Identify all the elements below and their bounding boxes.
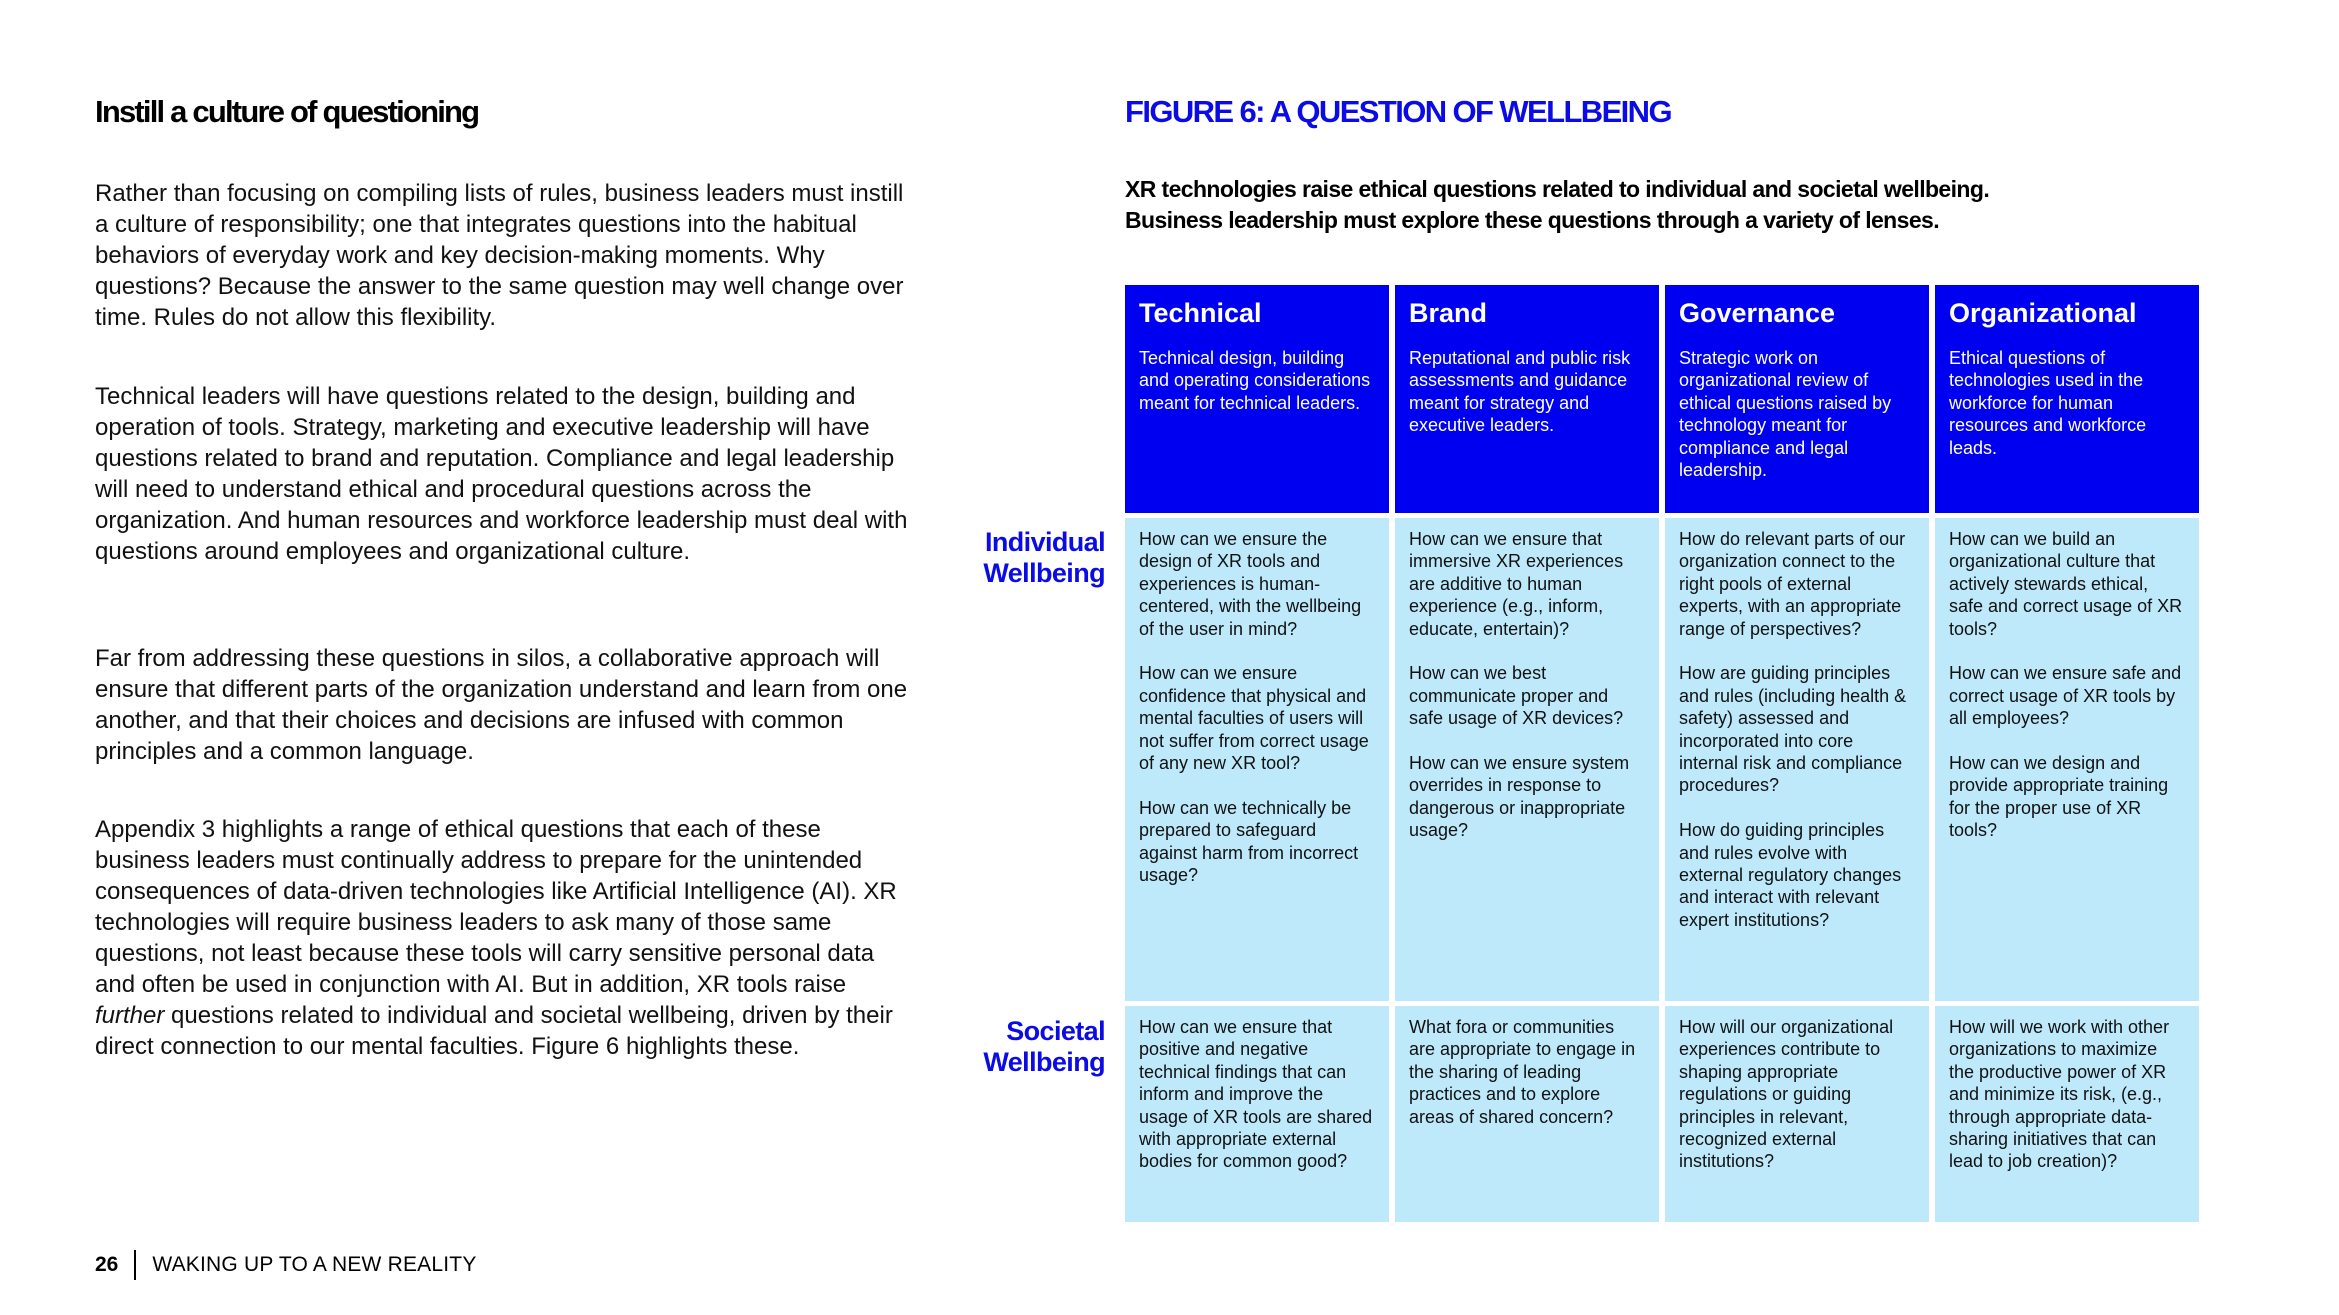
paragraph-3: Far from addressing these questions in silos, a collaborative approach will ensure that different parts of the organization understand and learn from one another, and that their choices and decisions are infused with common principles and a common language.: [95, 645, 908, 765]
individual-wellbeing-cell: [1935, 518, 2199, 1001]
column-description: Ethical questions of technologies used in the workforce for human resources and workforce leads.: [1949, 348, 2147, 458]
paragraph-4: [95, 814, 915, 1062]
paragraph-4-text-b: questions related to individual and societal wellbeing, driven by their direct connection to our mental faculties. Figure 6 highlights these.: [95, 1002, 893, 1060]
figure-title: FIGURE 6: A QUESTION OF WELLBEING: [1125, 94, 1671, 129]
question: How can we design and provide appropriate training for the proper use of XR tools?: [1949, 753, 2169, 841]
societal-wellbeing-cell: [1665, 1006, 1929, 1222]
page-number: 26: [95, 1253, 119, 1276]
individual-wellbeing-cell: [1395, 518, 1659, 1001]
column-header: [1935, 285, 2199, 513]
figure-header: [1125, 88, 2225, 233]
column-technical: [1125, 285, 1389, 1172]
figure-subtitle-line-2: Business leadership must explore these questions through a variety of lenses.: [1125, 207, 1939, 233]
question: How do relevant parts of our organization connect to the right pools of external experts, with an appropriate range of perspectives?: [1679, 529, 1906, 639]
row-label-individual-line-1: Individual: [984, 527, 1105, 557]
paragraph-2: Technical leaders will have questions related to the design, building and operation of tools. Strategy, marketing and executive leadership will have questions related to brand and reputation. Compliance and legal leadership will need to understand ethical and procedural questions across the organization. And human resources and workforce leadership must deal with questions around employees and organizational culture.: [95, 383, 908, 565]
question: How can we ensure confidence that physical and mental faculties of users will not suffer from correct usage of any new XR tool?: [1139, 663, 1369, 774]
column-description: Technical design, building and operating considerations meant for technical leaders.: [1139, 348, 1371, 413]
question: How can we ensure safe and correct usage of XR tools by all employees?: [1949, 663, 2182, 729]
paragraph-4-emphasis: further: [95, 1002, 165, 1029]
column-title: Technical: [1139, 298, 1262, 328]
societal-wellbeing-cell: [1125, 1006, 1389, 1222]
figure-subtitle-line-1: XR technologies raise ethical questions related to individual and societal wellbeing.: [1125, 176, 1990, 202]
body-text-column: [95, 88, 915, 1060]
column-description: Reputational and public risk assessments and guidance meant for strategy and executive leaders.: [1409, 348, 1631, 436]
row-label-societal: [983, 1016, 1105, 1078]
row-label-societal-line-1: Societal: [1006, 1016, 1105, 1046]
question: How are guiding principles and rules (including health & safety) assessed and incorporated into core internal risk and compliance procedures?: [1679, 663, 1907, 796]
column-brand: [1395, 285, 1659, 1127]
individual-wellbeing-cell: [1665, 518, 1929, 1001]
footer-divider: [134, 1250, 136, 1280]
row-label-societal-line-2: Wellbeing: [983, 1047, 1105, 1077]
paragraph-1: Rather than focusing on compiling lists of rules, business leaders must instill a culture of responsibility; one that integrates questions into the habitual behaviors of everyday work and key decision-making moments. Why questions? Because the answer to the same question may well change over time. Rules do not allow this flexibility.: [95, 180, 904, 331]
row-label-individual-line-2: Wellbeing: [983, 558, 1105, 588]
column-title: Governance: [1679, 298, 1836, 328]
question: How can we technically be prepared to safeguard against harm from incorrect usage?: [1139, 797, 1359, 886]
row-label-individual: [983, 527, 1105, 589]
column-organizational: [1935, 285, 2199, 1172]
question: How can we build an organizational culture that actively stewards ethical, safe and correct usage of XR tools?: [1949, 529, 2183, 639]
question: How do guiding principles and rules evolve with external regulatory changes and interact with relevant expert institutions?: [1679, 820, 1902, 930]
question: What fora or communities are appropriate to engage in the sharing of leading practices and to explore areas of shared concern?: [1409, 1017, 1636, 1127]
section-heading: Instill a culture of questioning: [95, 94, 479, 129]
column-header: [1665, 285, 1929, 513]
page-footer: [95, 1250, 477, 1280]
figure-subtitle: [1125, 174, 2175, 236]
question: How will our organizational experiences contribute to shaping appropriate regulations or guiding principles in relevant, recognized external institutions?: [1679, 1017, 1894, 1172]
question: How can we ensure system overrides in response to dangerous or inappropriate usage?: [1409, 753, 1630, 841]
question: How can we best communicate proper and safe usage of XR devices?: [1409, 663, 1624, 729]
question: How can we ensure that immersive XR experiences are additive to human experience (e.g., inform, educate, entertain)?: [1409, 529, 1624, 639]
individual-wellbeing-cell: [1125, 518, 1389, 1001]
societal-wellbeing-cell: [1395, 1006, 1659, 1222]
societal-wellbeing-cell: [1935, 1006, 2199, 1222]
question: How will we work with other organizations to maximize the productive power of XR and minimize its risk, (e.g., through appropriate data-sharing initiatives that can lead to job creation)?: [1949, 1017, 2170, 1172]
column-header: [1395, 285, 1659, 513]
column-header: [1125, 285, 1389, 513]
column-title: Brand: [1409, 298, 1488, 328]
publication-title: WAKING UP TO A NEW REALITY: [152, 1253, 477, 1276]
paragraph-4-text-a: Appendix 3 highlights a range of ethical questions that each of these business leaders must continually address to prepare for the unintended consequences of data-driven technologies like Artificial Intelligence (AI). XR technologies will require business leaders to ask many of those same questions, not least because these tools will carry sensitive personal data and often be used in conjunction with AI. But in addition, XR tools raise: [95, 816, 897, 998]
column-governance: [1665, 285, 1929, 1172]
question: How can we ensure that positive and negative technical findings that can inform and improve the usage of XR tools are shared with appropriate external bodies for common good?: [1139, 1017, 1373, 1172]
question: How can we ensure the design of XR tools and experiences is human-centered, with the wellbeing of the user in mind?: [1139, 529, 1362, 639]
column-description: Strategic work on organizational review of ethical questions raised by technology meant for compliance and legal leadership.: [1679, 348, 1892, 481]
column-title: Organizational: [1949, 298, 2137, 328]
